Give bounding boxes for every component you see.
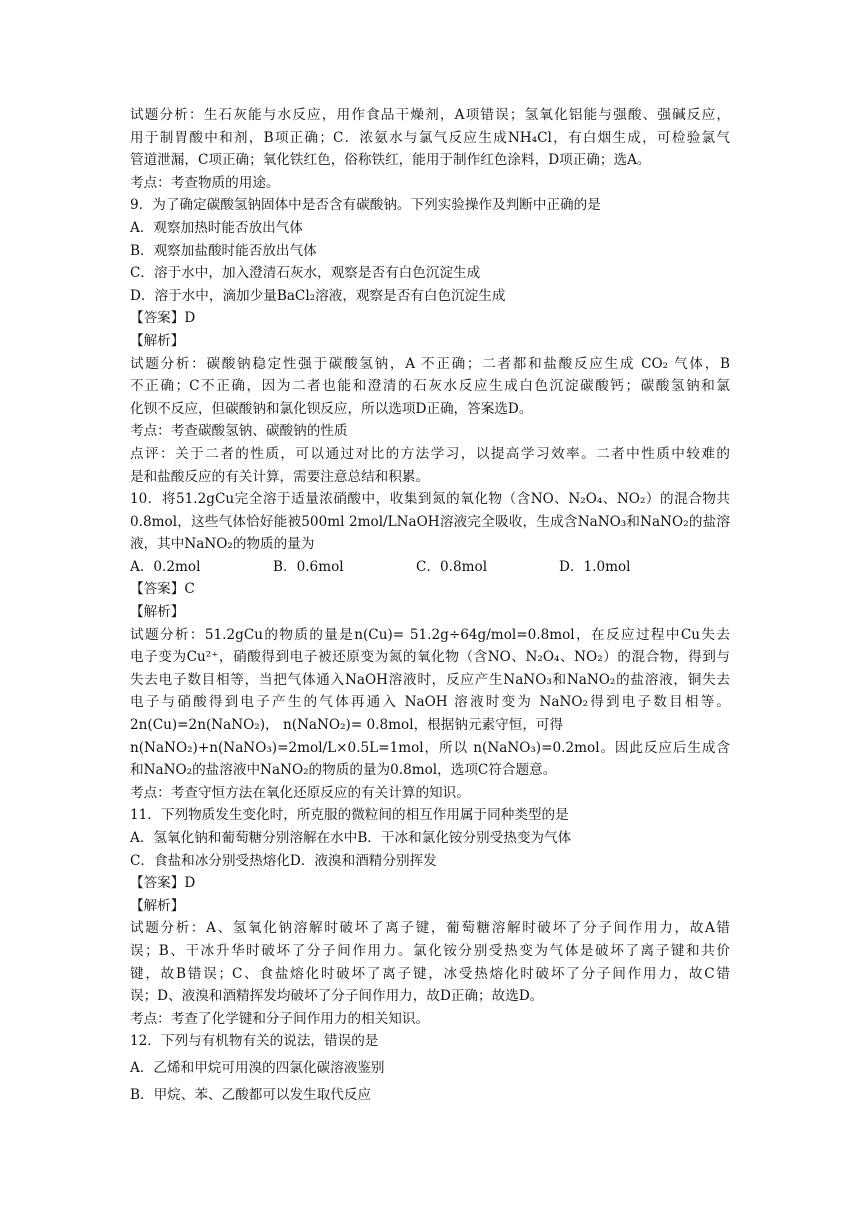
- q10-stem-line: 液，其中NaNO₂的物质的量为: [130, 536, 315, 553]
- q10-kaodian: 考点：考查守恒方法在氧化还原反应的有关计算的知识。: [130, 784, 470, 801]
- q11-analysis-line: 试题分析：A、氢氧化钠溶解时破坏了离子键，葡萄糖溶解时破坏了分子间作用力，故A错: [130, 920, 730, 937]
- q10-stem-line: 10．将51.2gCu完全溶于适量浓硝酸中，收集到氮的氧化物（含NO、N₂O₄、NO₂）的混合物共: [130, 491, 730, 508]
- q11-answer: 【答案】D: [130, 875, 196, 892]
- q11-option-ab: A．氢氧化钠和葡萄糖分别溶解在水中B．干冰和氯化铵分别受热变为气体: [130, 830, 572, 846]
- q10-analysis-line: n(NaNO₂)+n(NaNO₃)=2mol/L×0.5L=1mol，所以 n(NaNO₃)=0.2mol。因此反应后生成含: [130, 739, 730, 756]
- q8-kaodian: 考点：考查物质的用途。: [130, 174, 280, 191]
- q9-answer: 【答案】D: [130, 310, 196, 327]
- q9-dianping-line: 点评：关于二者的性质，可以通过对比的方法学习，以提高学习效率。二者中性质中较难的: [130, 445, 730, 462]
- q10-option-a: A．0.2mol: [130, 558, 201, 575]
- q10-analysis-line: 试题分析：51.2gCu的物质的量是n(Cu)= 51.2g÷64g/mol=0.8mol，在反应过程中Cu失去: [130, 626, 730, 643]
- q12-stem: 12．下列与有机物有关的说法，错误的是: [130, 1033, 379, 1050]
- q11-stem: 11．下列物质发生变化时，所克服的微粒间的相互作用属于同种类型的是: [130, 807, 569, 824]
- q9-stem: 9．为了确定碳酸氢钠固体中是否含有碳酸钠。下列实验操作及判断中正确的是: [130, 197, 601, 214]
- q10-stem-line: 0.8mol，这些气体恰好能被500ml 2mol/LNaOH溶液完全吸收，生成含NaNO₃和NaNO₂的盐溶: [130, 513, 730, 530]
- q8-analysis-line: 管道泄漏，C项正确；氧化铁红色，俗称铁红，能用于制作红色涂料，D项正确；选A。: [130, 152, 651, 169]
- q9-analysis-line: 化钡不反应，但碳酸钠和氯化钡反应，所以选项D正确，答案选D。: [130, 400, 533, 417]
- q10-analysis-line: 2n(Cu)=2n(NaNO₂)， n(NaNO₂)= 0.8mol，根据钠元素守恒，可得: [130, 717, 564, 734]
- q10-analysis-line: 电子与硝酸得到电子产生的气体再通入 NaOH 溶液时变为 NaNO₂得到电子数目相等。: [130, 694, 730, 711]
- q10-answer: 【答案】C: [130, 581, 195, 598]
- q11-analysis-line: 键，故B错误；C、食盐熔化时破坏了离子键，冰受热熔化时破坏了分子间作用力，故C错: [130, 965, 730, 982]
- q9-analysis-line: 不正确；C不正确，因为二者也能和澄清的石灰水反应生成白色沉淀碳酸钙；碳酸氢钠和氯: [130, 378, 730, 395]
- q10-analysis-line: 和NaNO₂的盐溶液中NaNO₂的物质的量为0.8mol，选项C符合题意。: [130, 762, 557, 779]
- q9-option-d: D．溶于水中，滴加少量BaCl₂溶液，观察是否有白色沉淀生成: [130, 287, 506, 304]
- q10-option-b: B．0.6mol: [273, 558, 344, 575]
- q9-jiexi-heading: 【解析】: [130, 332, 185, 349]
- q11-jiexi-heading: 【解析】: [130, 897, 185, 914]
- q9-analysis-line: 试题分析：碳酸钠稳定性强于碳酸氢钠，A 不正确；二者都和盐酸反应生成 CO₂ 气体，B: [130, 355, 730, 372]
- q10-option-c: C．0.8mol: [416, 558, 488, 575]
- q10-option-d: D．1.0mol: [559, 558, 631, 575]
- q11-kaodian: 考点：考查了化学键和分子间作用力的相关知识。: [130, 1010, 430, 1027]
- q10-jiexi-heading: 【解析】: [130, 604, 185, 621]
- document-page: [130, 104, 730, 1106]
- q9-option-a: A．观察加热时能否放出气体: [130, 219, 303, 236]
- q9-kaodian: 考点：考查碳酸氢钠、碳酸钠的性质: [130, 423, 348, 440]
- q10-options: [130, 556, 730, 579]
- q12-option-a: A．乙烯和甲烷可用溴的四氯化碳溶液鉴别: [130, 1059, 385, 1076]
- q11-analysis-line: 误；B、干冰升华时破坏了分子间作用力。氯化铵分别受热变为气体是破坏了离子键和共价: [130, 942, 730, 959]
- q10-analysis-line: 失去电子数目相等，当把气体通入NaOH溶液时，反应产生NaNO₃和NaNO₂的盐溶液，铜失去: [130, 671, 730, 688]
- q9-dianping-line: 是和盐酸反应的有关计算，需要注意总结和积累。: [130, 468, 430, 485]
- q8-analysis-line: 试题分析：生石灰能与水反应，用作食品干燥剂，A项错误；氢氧化铝能与强酸、强碱反应，: [130, 107, 730, 123]
- q10-analysis-line: 电子变为Cu²⁺，硝酸得到电子被还原变为氮的氧化物（含NO、N₂O₄、NO₂）的混合物，得到与: [130, 649, 730, 666]
- q11-option-cd: C．食盐和冰分别受热熔化D．液溴和酒精分别挥发: [130, 852, 437, 869]
- q11-analysis-line: 误；D、液溴和酒精挥发均破坏了分子间作用力，故D正确；故选D。: [130, 988, 544, 1005]
- q8-analysis-line: 用于制胃酸中和剂，B项正确；C．浓氨水与氯气反应生成NH₄Cl，有白烟生成，可检验氯气: [130, 129, 730, 146]
- q9-option-c: C．溶于水中，加入澄清石灰水，观察是否有白色沉淀生成: [130, 265, 481, 282]
- q12-option-b: B．甲烷、苯、乙酸都可以发生取代反应: [130, 1086, 372, 1103]
- q9-option-b: B．观察加盐酸时能否放出气体: [130, 242, 317, 259]
